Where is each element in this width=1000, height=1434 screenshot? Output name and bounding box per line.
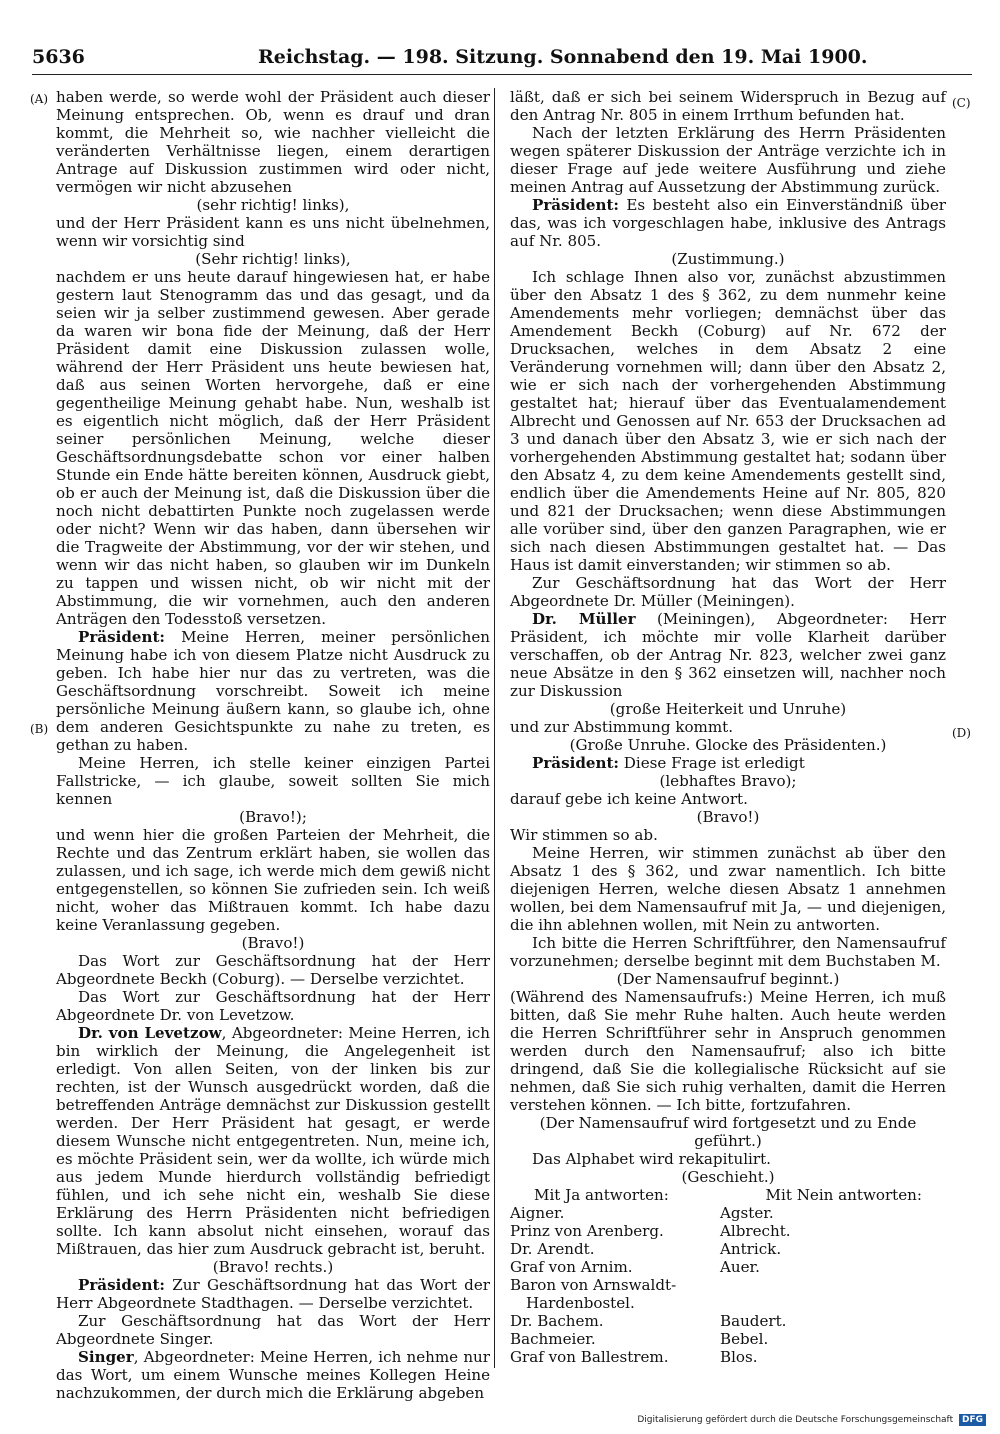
yes-name: Dr. Arendt. bbox=[510, 1240, 595, 1258]
paragraph: Das Wort zur Geschäftsordnung hat der Herr Abgeordnete Dr. von Levetzow. bbox=[56, 988, 490, 1024]
speaker-statement: Dr. Müller (Meiningen), Abgeordneter: Herr Präsident, ich möchte mir volle Klarheit darüber verschaffen, ob der Antrag Nr. 823, welcher zwei ganz neue Absätze in den § 362 einsetzen will, nachher noch zur Diskussion bbox=[510, 610, 946, 700]
running-title: Reichstag. — 198. Sitzung. Sonnabend den 19. Mai 1900. bbox=[258, 46, 868, 68]
yes-header: Mit Ja antworten: bbox=[534, 1186, 669, 1204]
yes-name: Aigner. bbox=[510, 1204, 565, 1222]
interjection: (Bravo!); bbox=[239, 808, 307, 826]
page-number: 5636 bbox=[32, 46, 85, 68]
vote-row bbox=[510, 1330, 946, 1348]
margin-mark-c: (C) bbox=[952, 96, 971, 110]
vote-row bbox=[510, 1312, 946, 1330]
paragraph: Meine Herren, wir stimmen zunächst ab über den Absatz 1 des § 362, und zwar namentlich. Ich bitte diejenigen Herren, welche diesen Absatz 1 annehmen wollen, bei dem Namensaufruf mit Ja, — und diejenigen, die ihn ablehnen wollen, mit Nein zu antworten. bbox=[510, 844, 946, 934]
vote-row bbox=[510, 1258, 946, 1276]
interjection: (Bravo!) bbox=[241, 934, 305, 952]
speaker-statement: Dr. von Levetzow, Abgeordneter: Meine Herren, ich bin wirklich der Meinung, die Angelegenheit ist erledigt. Von allen Seiten, von der linken bis zur rechten, ist der Wunsch ausgedrückt worden, daß die betreffenden Anträge demnächst zur Diskussion gestellt werden. Der Herr Präsident hat gesagt, er werde diesem Wunsche nicht entgegentreten. Nun, meine ich, es möchte Präsident sein, wer da wollte, ich würde mich aus jedem Munde hierdurch vollständig befriedigt fühlen, und ich sehe nicht ein, weshalb Sie diese Erklärung des Herrn Präsidenten nicht befriedigen sollte. Ich kann absolut nicht einsehen, worauf das Mißtrauen, das hier zum Ausdruck gebracht ist, beruht. bbox=[56, 1024, 490, 1258]
speaker-name: Präsident: bbox=[532, 196, 619, 214]
yes-name: Graf von Arnim. bbox=[510, 1258, 633, 1276]
dfg-logo: DFG bbox=[959, 1414, 986, 1426]
speaker-name: Präsident: bbox=[78, 1276, 165, 1294]
margin-mark-d: (D) bbox=[952, 726, 971, 740]
paragraph: darauf gebe ich keine Antwort. bbox=[510, 790, 748, 808]
interjection: (große Heiterkeit und Unruhe) bbox=[609, 700, 847, 718]
left-column bbox=[56, 88, 490, 1402]
no-name: Antrick. bbox=[720, 1240, 782, 1258]
margin-mark-b: (B) bbox=[30, 722, 49, 736]
paragraph: Zur Geschäftsordnung hat das Wort der Herr Abgeordnete Singer. bbox=[56, 1312, 490, 1348]
paragraph: haben werde, so werde wohl der Präsident auch dieser Meinung entsprechen. Ob, wenn es drauf und dran kommt, die Mehrheit so, wie nachher vielleicht die veränderten Verhältnisse liegen, einem derartigen Antrage auf Diskussion zustimmen wird oder nicht, vermögen wir nicht abzusehen bbox=[56, 88, 490, 196]
interjection: (Der Namensaufruf wird fortgesetzt und zu Ende geführt.) bbox=[539, 1114, 917, 1150]
interjection: (Bravo!) bbox=[696, 808, 760, 826]
margin-mark-a: (A) bbox=[30, 92, 49, 106]
vote-row bbox=[510, 1276, 946, 1294]
speaker-statement: Singer, Abgeordneter: Meine Herren, ich nehme nur das Wort, um einem Wunsche meines Kollegen Heine nachzukommen, der durch mich die Erklärung abgeben bbox=[56, 1348, 490, 1402]
yes-name: Baron von Arnswaldt- bbox=[510, 1276, 677, 1294]
footer bbox=[0, 1414, 986, 1426]
paragraph: und zur Abstimmung kommt. bbox=[510, 718, 734, 736]
paragraph: und wenn hier die großen Parteien der Mehrheit, die Rechte und das Zentrum erklärt haben, sie wollen das zulassen, und ich sage, ich werde mich dem gewiß nicht entgegenstellen, so können Sie zufrieden sein. Ich weiß nicht, woher das Mißtrauen kommt. Ich habe dazu keine Veranlassung gegeben. bbox=[56, 826, 490, 934]
paragraph: und der Herr Präsident kann es uns nicht übelnehmen, wenn wir vorsichtig sind bbox=[56, 214, 490, 250]
interjection: (lebhaftes Bravo); bbox=[659, 772, 797, 790]
speaker-name: Präsident: bbox=[532, 754, 619, 772]
speaker-name: Singer bbox=[78, 1348, 134, 1366]
interjection: (Zustimmung.) bbox=[671, 250, 785, 268]
vote-list-header bbox=[510, 1186, 946, 1204]
no-name: Albrecht. bbox=[720, 1222, 791, 1240]
paragraph: Meine Herren, ich stelle keiner einzigen Partei Fallstricke, — ich glaube, soweit sollten Sie mich kennen bbox=[56, 754, 490, 808]
interjection: (sehr richtig! links), bbox=[196, 196, 350, 214]
right-column bbox=[510, 88, 946, 1366]
no-name: Auer. bbox=[720, 1258, 760, 1276]
no-name: Baudert. bbox=[720, 1312, 787, 1330]
paragraph: Das Wort zur Geschäftsordnung hat der Herr Abgeordnete Beckh (Coburg). — Derselbe verzichtet. bbox=[56, 952, 490, 988]
page-header bbox=[32, 44, 972, 75]
interjection: (Sehr richtig! links), bbox=[195, 250, 351, 268]
interjection: (Geschieht.) bbox=[681, 1168, 775, 1186]
president-statement: Präsident: Diese Frage ist erledigt bbox=[532, 754, 805, 772]
vote-list bbox=[510, 1186, 946, 1366]
paragraph: Das Alphabet wird rekapitulirt. bbox=[532, 1150, 771, 1168]
no-name: Agster. bbox=[720, 1204, 774, 1222]
speaker-name: Dr. Müller bbox=[532, 610, 636, 628]
president-statement: Präsident: Es besteht also ein Einverständniß über das, was ich vorgeschlagen habe, inklusive des Antrags auf Nr. 805. bbox=[510, 196, 946, 250]
president-statement: Präsident: Meine Herren, meiner persönlichen Meinung habe ich von diesem Platze nicht Ausdruck zu geben. Ich habe hier nur das zu vertreten, was die Geschäftsordnung vorschreibt. Soweit ich meine persönliche Meinung äußern kann, so glaube ich, ohne dem anderen Gesichtspunkte zu nahe zu treten, es gethan zu haben. bbox=[56, 628, 490, 754]
yes-name: Hardenbostel. bbox=[526, 1294, 635, 1312]
paragraph: (Während des Namensaufrufs:) Meine Herren, ich muß bitten, daß Sie mehr Ruhe halten. Auch heute werden die Herren Schriftführer sehr in Anspruch genommen werden durch den Namensaufruf; also ich bitte dringend, daß Sie die kollegialische Rücksicht auf sie nehmen, daß Sie sich ruhig verhalten, damit die Herren verstehen können. — Ich bitte, fortzufahren. bbox=[510, 988, 946, 1114]
paragraph: Ich bitte die Herren Schriftführer, den Namensaufruf vorzunehmen; derselbe beginnt mit dem Buchstaben M. bbox=[510, 934, 946, 970]
yes-name: Graf von Ballestrem. bbox=[510, 1348, 669, 1366]
president-statement: Präsident: Zur Geschäftsordnung hat das Wort der Herr Abgeordnete Stadthagen. — Derselbe verzichtet. bbox=[56, 1276, 490, 1312]
paragraph: Ich schlage Ihnen also vor, zunächst abzustimmen über den Absatz 1 des § 362, zu dem nunmehr keine Amendements mehr vorliegen; demnächst über das Amendement Beckh (Coburg) auf Nr. 672 der Drucksachen, welches in dem Absatz 2 eine Veränderung vornehmen will; dann über den Absatz 2, wie er sich nach der vorhergehenden Abstimmung gestaltet hat; hierauf über das Eventualamendement Albrecht und Genossen auf Nr. 653 der Drucksachen ad 3 und danach über den Absatz 3, wie er sich nach der vorhergehenden Abstimmung gestaltet hat; sodann über den Absatz 4, zu dem keine Amendements gestellt sind, endlich über die Amendements Heine auf Nr. 805, 820 und 821 der Drucksachen; wenn diese Abstimmungen alle vorüber sind, über den ganzen Paragraphen, wie er sich nach diesen Abstimmungen gestaltet hat. — Das Haus ist damit einverstanden; wir stimmen so ab. bbox=[510, 268, 946, 574]
no-name: Bebel. bbox=[720, 1330, 769, 1348]
paragraph: nachdem er uns heute darauf hingewiesen hat, er habe gestern laut Stenogramm das und das gesagt, und da seien wir ja selber zustimmend gewesen. Aber gerade da waren wir bona fide der Meinung, daß der Herr Präsident damit eine Diskussion zulassen wolle, während der Herr Präsident uns heute bewiesen hat, daß aus seinen Worten hervorgehe, daß er eine gegentheilige Meinung gehabt habe. Nun, weshalb ist es eigentlich nicht möglich, daß der Herr Präsident seiner persönlichen Meinung, welche dieser Geschäftsordnungsdebatte schon vor einer halben Stunde ein Ende hätte bereiten können, Ausdruck giebt, ob er auch der Meinung ist, daß die Diskussion über die noch nicht debattirten Punkte noch zugelassen werde oder nicht? Wenn wir das haben, dann übersehen wir die Tragweite der Abstimmung, vor der wir stehen, und wenn wir das nicht haben, so glauben wir im Dunkeln zu tappen und wissen nicht, ob wir nicht mit der Abstimmung, die wir vornehmen, auch den anderen Anträgen den Todesstoß versetzen. bbox=[56, 268, 490, 628]
vote-row bbox=[510, 1348, 946, 1366]
column-divider bbox=[494, 88, 495, 1368]
interjection: (Der Namensaufruf beginnt.) bbox=[616, 970, 840, 988]
vote-row bbox=[510, 1204, 946, 1222]
vote-row bbox=[510, 1222, 946, 1240]
paragraph: Zur Geschäftsordnung hat das Wort der Herr Abgeordnete Dr. Müller (Meiningen). bbox=[510, 574, 946, 610]
paragraph: läßt, daß er sich bei seinem Widerspruch in Bezug auf den Antrag Nr. 805 in einem Irrthum befunden hat. bbox=[510, 88, 946, 124]
funding-note: Digitalisierung gefördert durch die Deutsche Forschungsgemeinschaft bbox=[637, 1415, 954, 1425]
paragraph: Nach der letzten Erklärung des Herrn Präsidenten wegen späterer Diskussion der Anträge verzichte ich in dieser Frage auf jede weitere Ausführung und ziehe meinen Antrag auf Aussetzung der Abstimmung zurück. bbox=[510, 124, 946, 196]
no-name: Blos. bbox=[720, 1348, 758, 1366]
speaker-name: Dr. von Levetzow bbox=[78, 1024, 222, 1042]
interjection: (Große Unruhe. Glocke des Präsidenten.) bbox=[569, 736, 887, 754]
vote-row bbox=[510, 1294, 946, 1312]
vote-row bbox=[510, 1240, 946, 1258]
no-header: Mit Nein antworten: bbox=[765, 1186, 922, 1204]
speaker-name: Präsident: bbox=[78, 628, 165, 646]
paragraph: Wir stimmen so ab. bbox=[510, 826, 658, 844]
yes-name: Prinz von Arenberg. bbox=[510, 1222, 664, 1240]
yes-name: Bachmeier. bbox=[510, 1330, 596, 1348]
interjection: (Bravo! rechts.) bbox=[212, 1258, 334, 1276]
yes-name: Dr. Bachem. bbox=[510, 1312, 604, 1330]
